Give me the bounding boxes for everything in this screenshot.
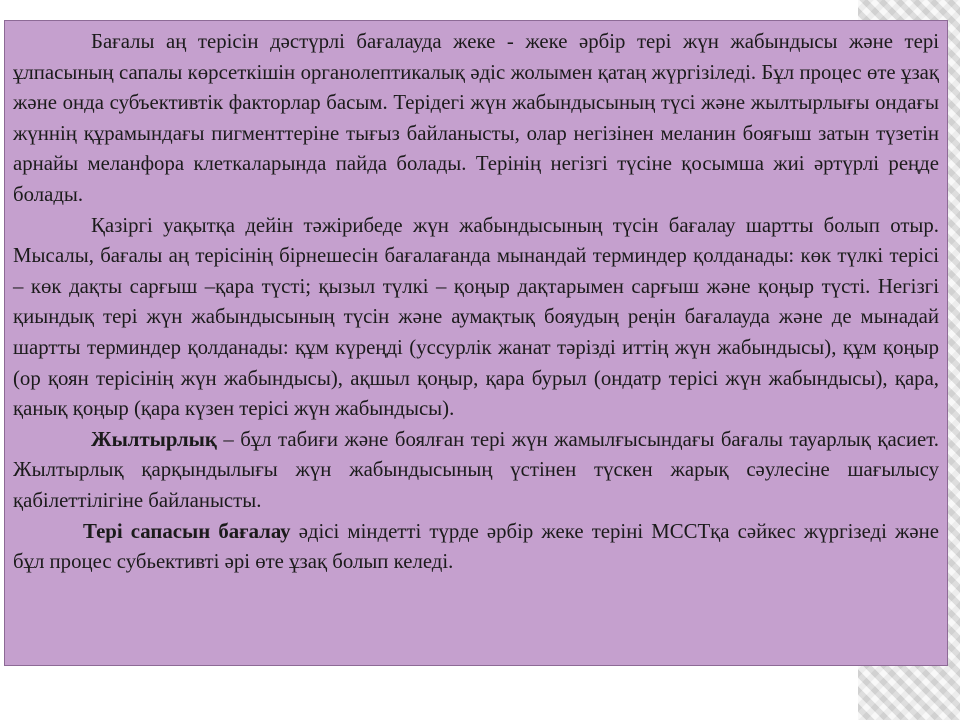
text-content-box [4, 20, 948, 666]
term-luster: Жылтырлық [91, 427, 217, 451]
term-quality-assessment: Тері сапасын бағалау [83, 519, 291, 543]
paragraph-text: Бағалы аң терісін дәстүрлі бағалауда жеке - жеке әрбір тері жүн жабындысы және тері ұлпасының сапалы көрсеткішін органолептикалық әдіс жолымен қатаң жүргізіледі. Бұл процес өте ұзақ және онда субъективтік факторлар басым. Терідегі жүн жабындысының түсі және жылтырлығы ондағы жүннің құрамындағы пигменттеріне тығыз байланысты, олар негізінен меланин бояғыш затын түзетін арнайы меланфора клеткаларында пайда болады. Терінің негізгі түсіне қосымша жиі әртүрлі реңде болады. [13, 30, 939, 206]
paragraph-traditional-evaluation [13, 27, 939, 211]
paragraph-color-evaluation [13, 211, 939, 425]
paragraph-text: – бұл табиғи және боялған тері жүн жамылғысындағы бағалы тауарлық қасиет. Жылтырлық қарқындылығы жүн жабындысының үстінен түскен жарық сәулесіне шағылысу қабілеттілігіне байланысты. [13, 427, 939, 512]
paragraph-text: әдісі міндетті түрде әрбір жеке теріні МССТқа сәйкес жүргізеді және бұл процес субьективті әрі өте ұзақ болып келеді. [13, 519, 939, 574]
paragraph-luster [13, 425, 939, 517]
paragraph-text: Қазіргі уақытқа дейін тәжірибеде жүн жабындысының түсін бағалау шартты болып отыр. Мысалы, бағалы аң терісінің бірнешесін бағалағанда мынандай терминдер қолданады: көк түлкі терісі – көк дақты сарғыш –қара түсті; қызыл түлкі – қоңыр дақтарымен сарғыш және қоңыр түсті. Негізгі қиындық тері жүн жабындысының түсін және аумақтық бояудың реңін бағалауда және де мынадай шартты терминдер қолданады: құм күреңді (уссурлік жанат тәрізді иттің жүн жабындысы), құм қоңыр (ор қоян терісінің жүн жабындысы), ақшыл қоңыр, қара бурыл (ондатр терісі жүн жабындысы), қара, қанық қоңыр (қара күзен терісі жүн жабындысы). [13, 213, 939, 421]
paragraph-quality-assessment [13, 517, 939, 578]
